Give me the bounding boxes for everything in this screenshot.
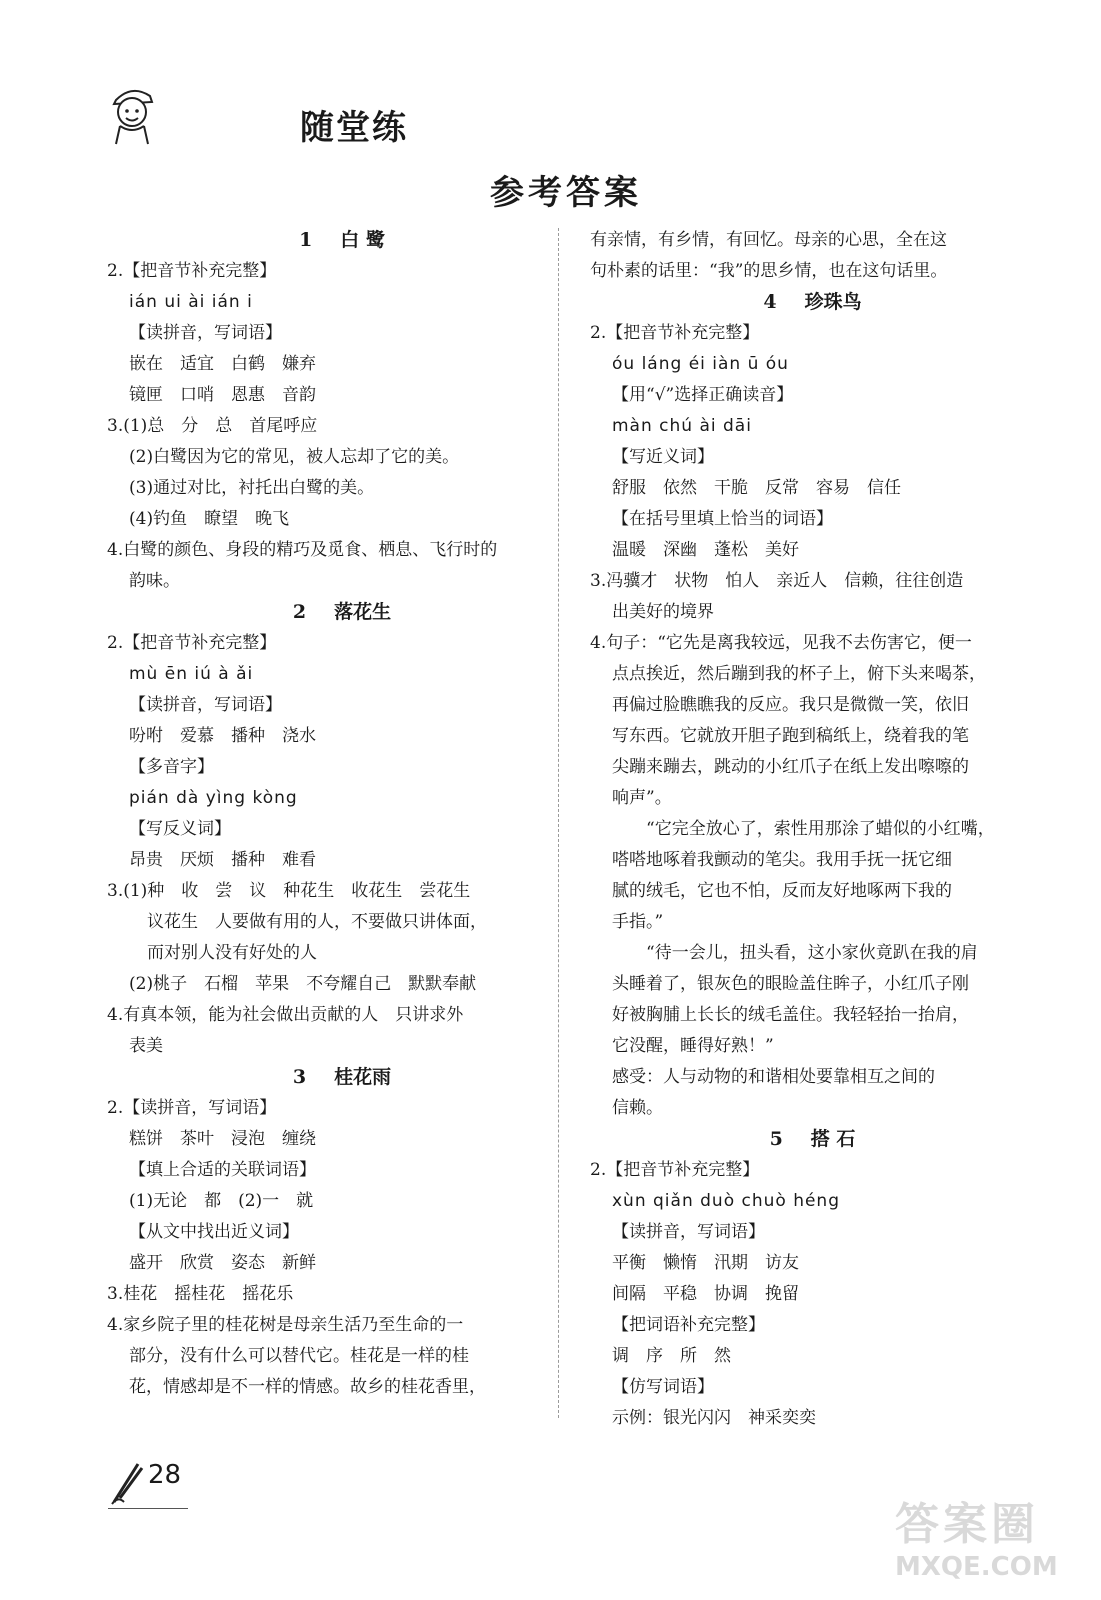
answer-line: 3.(1)种 收 尝 议 种花生 收花生 尝花生 bbox=[107, 881, 471, 901]
section-title bbox=[590, 287, 995, 318]
answer-line: 昂贵 厌烦 播种 难看 bbox=[129, 850, 316, 870]
answer-line: 调 序 所 然 bbox=[612, 1346, 731, 1366]
answer-line: 【在括号里填上恰当的词语】 bbox=[612, 509, 833, 529]
pinyin-answer-line: xùn qiǎn duò chuò héng bbox=[612, 1191, 840, 1211]
answer-line: 响声”。 bbox=[612, 788, 672, 808]
answer-line: 4.句子：“它先是离我较远，见我不去伤害它，便一 bbox=[590, 633, 972, 653]
answer-line: 议花生 人要做有用的人，不要做只讲体面， bbox=[147, 912, 487, 932]
answer-line: 手指。” bbox=[612, 912, 664, 932]
answer-line: 4.有真本领，能为社会做出贡献的人 只讲求外 bbox=[107, 1005, 464, 1025]
answer-line: 部分，没有什么可以替代它。桂花是一样的桂 bbox=[129, 1346, 469, 1366]
answer-line: 2.【把音节补充完整】 bbox=[590, 323, 760, 343]
answer-line: 好被胸脯上长长的绒毛盖住。我轻轻抬一抬肩， bbox=[612, 1005, 969, 1025]
section-number: 3 bbox=[292, 1066, 307, 1088]
answer-line: 【读拼音，写词语】 bbox=[129, 323, 282, 343]
section-name: 搭 石 bbox=[810, 1128, 856, 1150]
section-name: 桂花雨 bbox=[334, 1066, 392, 1088]
answer-column-right bbox=[590, 225, 995, 1434]
answer-line: 而对别人没有好处的人 bbox=[147, 943, 317, 963]
answer-line: (1)无论 都 (2)一 就 bbox=[129, 1191, 314, 1211]
pinyin-answer-line: màn chú ài dāi bbox=[612, 416, 752, 436]
answer-line: 3.(1)总 分 总 首尾呼应 bbox=[107, 416, 318, 436]
answer-column-left bbox=[107, 225, 537, 1403]
section-number: 2 bbox=[292, 601, 307, 623]
cartoon-boy-icon bbox=[104, 82, 160, 146]
answer-line: 3.桂花 摇桂花 摇花乐 bbox=[107, 1284, 294, 1304]
pinyin-answer-line: óu láng éi iàn ū óu bbox=[612, 354, 789, 374]
answer-line: 写东西。它就放开胆子跑到稿纸上，绕着我的笔 bbox=[612, 726, 969, 746]
section-title bbox=[107, 1062, 537, 1093]
pinyin-answer-line: pián dà yìng kòng bbox=[129, 788, 298, 808]
column-divider bbox=[558, 228, 559, 1418]
answer-line: 嵌在 适宜 白鹤 嫌弃 bbox=[129, 354, 316, 374]
answer-line: 舒服 依然 干脆 反常 容易 信任 bbox=[612, 478, 901, 498]
answer-line: 句朴素的话里：“我”的思乡情，也在这句话里。 bbox=[590, 261, 948, 281]
answer-line: 【从文中找出近义词】 bbox=[129, 1222, 299, 1242]
answer-line: 间隔 平稳 协调 挽留 bbox=[612, 1284, 799, 1304]
answer-line: 【多音字】 bbox=[129, 757, 214, 777]
answer-line: 吩咐 爱慕 播种 浇水 bbox=[129, 726, 316, 746]
answer-line: 2.【把音节补充完整】 bbox=[590, 1160, 760, 1180]
answer-line: 平衡 懒惰 汛期 访友 bbox=[612, 1253, 799, 1273]
watermark-logo-text: 答案圈 bbox=[895, 1499, 1039, 1550]
section-number: 1 bbox=[299, 229, 313, 251]
answer-line: 【仿写词语】 bbox=[612, 1377, 714, 1397]
answer-line: (3)通过对比，衬托出白鹭的美。 bbox=[129, 478, 375, 498]
answer-line: 镜匣 口哨 恩惠 音韵 bbox=[129, 385, 316, 405]
answer-line: 腻的绒毛，它也不怕，反而友好地啄两下我的 bbox=[612, 881, 952, 901]
answer-line: 花，情感却是不一样的情感。故乡的桂花香里， bbox=[129, 1377, 486, 1397]
answer-line: 【填上合适的关联词语】 bbox=[129, 1160, 316, 1180]
section-title bbox=[107, 597, 537, 628]
section-number: 5 bbox=[769, 1128, 783, 1150]
answer-line: 【读拼音，写词语】 bbox=[612, 1222, 765, 1242]
answer-line: 再偏过脸瞧瞧我的反应。我只是微微一笑，依旧 bbox=[612, 695, 969, 715]
answer-line: 4.家乡院子里的桂花树是母亲生活乃至生命的一 bbox=[107, 1315, 464, 1335]
answer-line: 表美 bbox=[129, 1036, 163, 1056]
page-number: 28 bbox=[148, 1460, 182, 1490]
section-name: 珍珠鸟 bbox=[804, 291, 862, 313]
answer-line: 2.【读拼音，写词语】 bbox=[107, 1098, 277, 1118]
section-number: 4 bbox=[763, 291, 777, 313]
answer-line: “待一会儿，扭头看，这小家伙竟趴在我的肩 bbox=[646, 943, 978, 963]
pinyin-answer-line: mù ēn iú à ǎi bbox=[129, 664, 254, 684]
footer-divider bbox=[108, 1508, 188, 1509]
answer-line: 糕饼 茶叶 浸泡 缠绕 bbox=[129, 1129, 316, 1149]
answer-line: (2)白鹭因为它的常见，被人忘却了它的美。 bbox=[129, 447, 460, 467]
answer-line: 2.【把音节补充完整】 bbox=[107, 261, 277, 281]
answer-line: 2.【把音节补充完整】 bbox=[107, 633, 277, 653]
answer-line: 【把词语补充完整】 bbox=[612, 1315, 765, 1335]
answer-line: 它没醒，睡得好熟！” bbox=[612, 1036, 774, 1056]
answer-line: 【读拼音，写词语】 bbox=[129, 695, 282, 715]
answer-line: 头睡着了，银灰色的眼睑盖住眸子，小红爪子刚 bbox=[612, 974, 969, 994]
brand-title: 随堂练 bbox=[300, 108, 408, 148]
answer-line: (2)桃子 石榴 苹果 不夸耀自己 默默奉献 bbox=[129, 974, 477, 994]
page-title: 参考答案 bbox=[490, 173, 642, 213]
answer-line: 示例：银光闪闪 神采奕奕 bbox=[612, 1408, 816, 1428]
answer-line: 4.白鹭的颜色、身段的精巧及觅食、栖息、飞行时的 bbox=[107, 540, 498, 560]
answer-line: 信赖。 bbox=[612, 1098, 663, 1118]
answer-line: “它完全放心了，索性用那涂了蜡似的小红嘴， bbox=[646, 819, 995, 839]
answer-line: 嗒嗒地啄着我颤动的笔尖。我用手抚一抚它细 bbox=[612, 850, 952, 870]
pen-icon bbox=[108, 1458, 152, 1506]
answer-line: (4)钓鱼 瞭望 晚飞 bbox=[129, 509, 290, 529]
section-title bbox=[590, 1124, 995, 1155]
watermark-url: MXQE.COM bbox=[895, 1552, 1058, 1582]
answer-line: 【写反义词】 bbox=[129, 819, 231, 839]
section-name: 白 鹭 bbox=[340, 229, 385, 251]
pinyin-answer-line: ián ui ài ián i bbox=[129, 292, 253, 312]
answer-line: 尖蹦来蹦去，跳动的小红爪子在纸上发出嚓嚓的 bbox=[612, 757, 969, 777]
watermark bbox=[895, 1488, 1085, 1588]
answer-line: 出美好的境界 bbox=[612, 602, 714, 622]
answer-line: 点点挨近，然后蹦到我的杯子上，俯下头来喝茶， bbox=[612, 664, 986, 684]
answer-line: 【用“√”选择正确读音】 bbox=[612, 385, 794, 405]
answer-line: 3.冯骥才 状物 怕人 亲近人 信赖，往往创造 bbox=[590, 571, 964, 591]
answer-line: 有亲情，有乡情，有回忆。母亲的心思，全在这 bbox=[590, 230, 947, 250]
section-title bbox=[107, 225, 537, 256]
answer-line: 韵味。 bbox=[129, 571, 180, 591]
answer-line: 【写近义词】 bbox=[612, 447, 714, 467]
section-name: 落花生 bbox=[334, 601, 392, 623]
answer-line: 温暖 深幽 蓬松 美好 bbox=[612, 540, 799, 560]
answer-line: 感受：人与动物的和谐相处要靠相互之间的 bbox=[612, 1067, 935, 1087]
answer-line: 盛开 欣赏 姿态 新鲜 bbox=[129, 1253, 316, 1273]
